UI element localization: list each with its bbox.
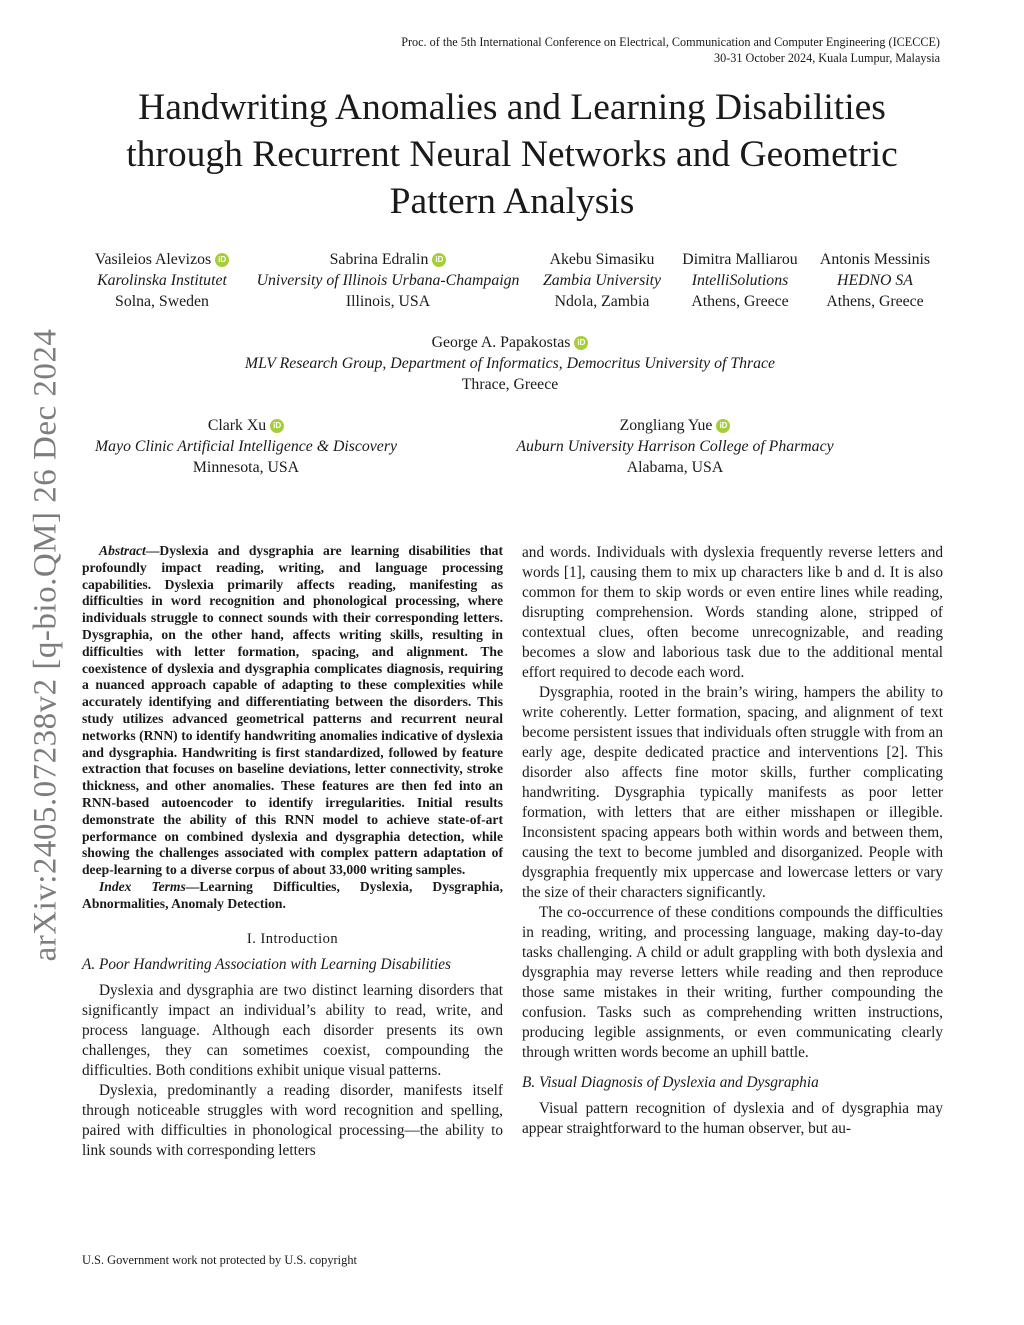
- left-column: [82, 543, 503, 1161]
- paragraph: The co-occurrence of these conditions compounds the difficulties in reading, writing, and processing language, making day-to-day tasks challenging. A child or adult grappling with both dyslexia and dysgraphia may reverse letters while reading and then reproduce those same mistakes in their writing, further compounding the confusion. Tasks such as comprehending written instructions, producing legible assignments, or even communicating clearly through written words become an uphill battle.: [522, 904, 943, 1061]
- author-affiliation: IntelliSolutions: [691, 272, 789, 289]
- author-location: Ndola, Zambia: [554, 293, 650, 310]
- index-terms-label: Index Terms: [99, 878, 186, 894]
- author-block: [76, 415, 416, 478]
- author-name: Akebu Simasiku: [549, 251, 655, 268]
- orcid-icon[interactable]: iD: [432, 253, 446, 267]
- index-terms: [82, 879, 503, 913]
- arxiv-sidebar-stamp: arXiv:2405.07238v2 [q-bio.QM] 26 Dec 2024: [27, 328, 64, 962]
- author-location: Illinois, USA: [345, 293, 431, 310]
- author-affiliation: Karolinska Institutet: [97, 272, 227, 289]
- author-location: Alabama, USA: [626, 459, 724, 476]
- paper-title: [40, 84, 984, 225]
- copyright-footer: U.S. Government work not protected by U.S. copyright: [82, 1253, 357, 1267]
- author-name: Zongliang Yue: [619, 417, 713, 434]
- author-affiliation: Zambia University: [542, 272, 662, 289]
- conference-header: [401, 34, 940, 66]
- section-heading: I. Introduction: [246, 930, 339, 947]
- author-name: Antonis Messinis: [819, 251, 931, 268]
- author-affiliation: University of Illinois Urbana-Champaign: [256, 272, 520, 289]
- paragraph: Visual pattern recognition of dyslexia and of dysgraphia may appear straightforward to the human observer, but au-: [522, 1100, 943, 1137]
- author-block: [86, 249, 238, 312]
- abstract-text: —Dyslexia and dysgraphia are learning disabilities that profoundly impact reading, writing, and language processing capabilities. Dyslexia primarily affects reading, manifesting as difficulties in word recognition and phonological processing, where individuals struggle to connect sounds with their corresponding letters. Dysgraphia, on the other hand, affects writing skills, resulting in difficulties with letter formation, spacing, and alignment. The coexistence of dyslexia and dysgraphia complicates diagnosis, requiring a nuanced approach capable of adapting to these complexities while accurately identifying and differentiating between the disorders. This study utilizes advanced geometrical patterns and recurrent neural networks (RNN) to identify handwriting anomalies indicative of dyslexia and dysgraphia. Handwriting is first standardized, followed by feature extraction that focuses on baseline deviations, letter connectivity, stroke thickness, and other anomalies. These features are then fed into an RNN-based autoencoder to identify irregularities. Initial results demonstrate the ability of this RNN model to achieve state-of-art performance on combined dyslexia and dysgraphia detection, while showing the challenges associated with complex pattern adaptation of deep-learning to a diverse corpus of about 33,000 writing samples.: [82, 543, 503, 878]
- author-name: Vasileios Alevizos: [94, 251, 212, 268]
- paragraph: Dyslexia, predominantly a reading disorder, manifests itself through noticeable struggles with word recognition and spelling, paired with difficulties in phonological processing—the ability to link sounds with corresponding letters: [82, 1081, 503, 1159]
- author-name: Clark Xu: [207, 417, 267, 434]
- author-name: George A. Papakostas: [431, 334, 571, 351]
- orcid-icon[interactable]: iD: [716, 419, 730, 433]
- title-line-2: through Recurrent Neural Networks and Geometric: [126, 134, 898, 175]
- author-affiliation: Mayo Clinic Artificial Intelligence & Discovery: [95, 438, 397, 455]
- author-location: Minnesota, USA: [192, 459, 300, 476]
- author-location: Athens, Greece: [691, 293, 789, 310]
- author-block: [246, 249, 530, 312]
- venue-line-1: Proc. of the 5th International Conference on Electrical, Communication and Computer Engineering (ICECCE): [401, 35, 940, 49]
- subsection-heading: A. Poor Handwriting Association with Learning Disabilities: [82, 955, 451, 973]
- author-block: [536, 249, 668, 312]
- abstract: [82, 543, 503, 879]
- venue-line-2: 30-31 October 2024, Kuala Lumpur, Malaysia: [714, 51, 940, 65]
- author-name: Dimitra Malliarou: [682, 251, 798, 268]
- paragraph: Dysgraphia, rooted in the brain’s wiring, hampers the ability to write coherently. Letter formation, spacing, and alignment of text become persistent issues that individuals often struggle with from an early age, despite dedicated practice and interventions [2]. This disorder also affects fine motor skills, further complicating handwriting. Dysgraphia typically manifests as poor letter formation, with letters that are either misshapen or illegible. Inconsistent spacing appears both within words and between them, causing the text to become jumbled and disorganized. People with dysgraphia frequently mix uppercase and lowercase letters or vary the size of their characters significantly.: [522, 684, 943, 901]
- right-column: [522, 543, 943, 1139]
- author-location: Athens, Greece: [826, 293, 924, 310]
- orcid-icon[interactable]: iD: [270, 419, 284, 433]
- title-line-3: Pattern Analysis: [389, 181, 635, 222]
- author-affiliation: HEDNO SA: [837, 272, 913, 289]
- author-location: Thrace, Greece: [461, 376, 559, 393]
- author-name: Sabrina Edralin: [329, 251, 429, 268]
- orcid-icon[interactable]: iD: [215, 253, 229, 267]
- paragraph: and words. Individuals with dyslexia frequently reverse letters and words [1], causing them to mix up characters like b and d. It is also common for them to skip words or even entire lines while reading, disrupting comprehension. Words standing alone, stripped of contextual clues, often become unrecognizable, and reading becomes a slow and laborious task due to the additional mental effort required to decode each word.: [522, 544, 943, 681]
- abstract-label: Abstract: [99, 543, 146, 558]
- author-block: [500, 415, 850, 478]
- subsection-heading: B. Visual Diagnosis of Dyslexia and Dysgraphia: [522, 1074, 819, 1091]
- author-affiliation: Auburn University Harrison College of Pharmacy: [516, 438, 834, 455]
- author-block: [810, 249, 940, 312]
- author-block: [672, 249, 808, 312]
- title-line-1: Handwriting Anomalies and Learning Disabilities: [138, 87, 886, 128]
- orcid-icon[interactable]: iD: [574, 336, 588, 350]
- author-affiliation: MLV Research Group, Department of Informatics, Democritus University of Thrace: [244, 355, 776, 372]
- author-location: Solna, Sweden: [115, 293, 209, 310]
- index-terms-text: —Learning Difficulties, Dyslexia, Dysgraphia, Abnormalities, Anomaly Detection.: [82, 878, 504, 911]
- author-block: [150, 332, 870, 395]
- paragraph: Dyslexia and dysgraphia are two distinct learning disorders that significantly impact an individual’s ability to read, write, and process language. Although each disorder presents its own challenges, they can sometimes coexist, compounding the difficulties. Both conditions exhibit unique visual patterns.: [82, 981, 503, 1079]
